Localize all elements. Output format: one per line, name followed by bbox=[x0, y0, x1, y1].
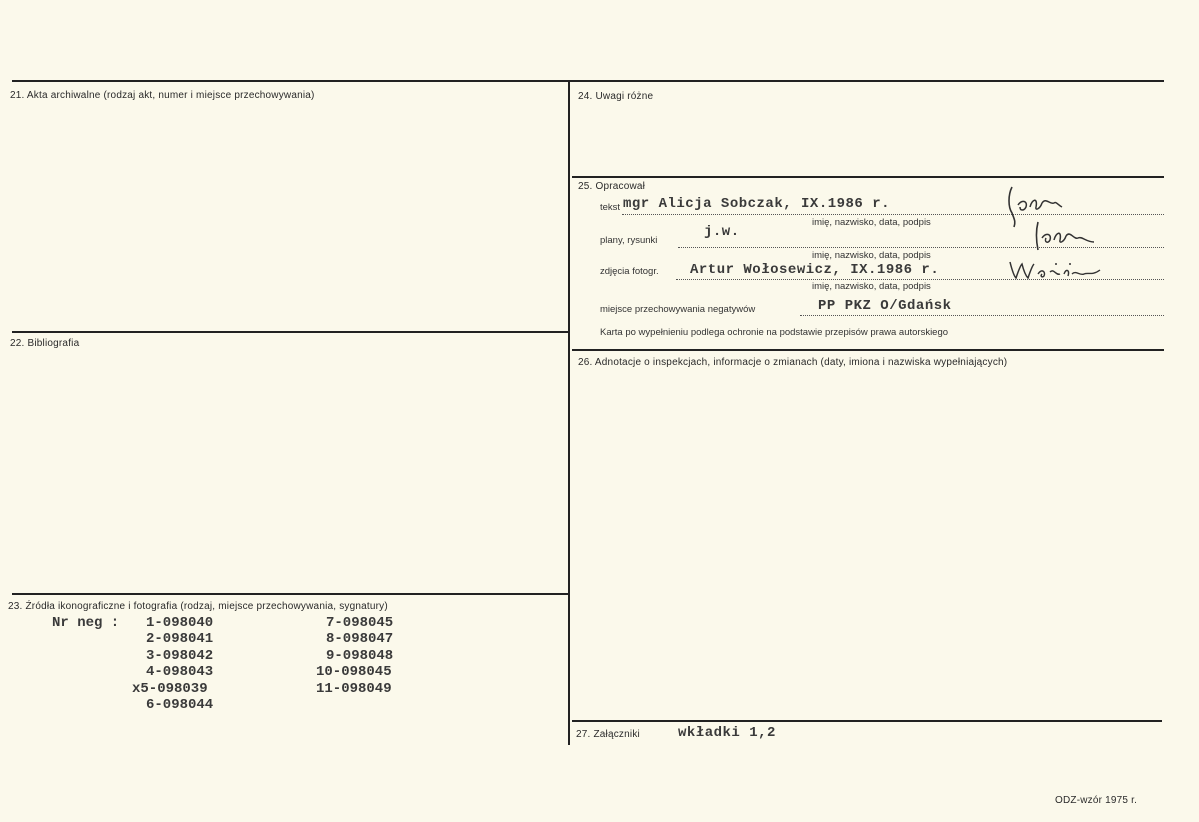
plany-label: plany, rysunki bbox=[600, 235, 658, 246]
tekst-value: mgr Alicja Sobczak, IX.1986 r. bbox=[623, 196, 891, 212]
zdjecia-label: zdjęcia fotogr. bbox=[600, 266, 659, 277]
section-25-heading: 25. Opracował bbox=[578, 181, 646, 192]
negatywy-value: PP PKZ O/Gdańsk bbox=[818, 298, 952, 314]
rule-22-23 bbox=[12, 593, 568, 595]
rule-26-27 bbox=[572, 720, 1162, 722]
tekst-caption: imię, nazwisko, data, podpis bbox=[812, 217, 931, 228]
signature-wolosewicz bbox=[1006, 256, 1106, 284]
neg-item: 11-098049 bbox=[316, 681, 392, 697]
plany-caption: imię, nazwisko, data, podpis bbox=[812, 250, 931, 261]
signature-sobczak-2 bbox=[1030, 220, 1100, 256]
form-id: ODZ-wzór 1975 r. bbox=[1055, 795, 1138, 806]
neg-item: 10-098045 bbox=[316, 664, 392, 680]
plany-value: j.w. bbox=[704, 224, 740, 240]
neg-item: x5-098039 bbox=[132, 681, 208, 697]
section-26-heading: 26. Adnotacje o inspekcjach, informacje o zmianach (daty, imiona i nazwiska wypełniających) bbox=[578, 357, 1008, 368]
neg-item: 9-098048 bbox=[326, 648, 394, 664]
zdjecia-caption: imię, nazwisko, data, podpis bbox=[812, 281, 931, 292]
neg-item: 6-098044 bbox=[146, 697, 214, 713]
zdjecia-value: Artur Wołosewicz, IX.1986 r. bbox=[690, 262, 940, 278]
negatywy-label: miejsce przechowywania negatywów bbox=[600, 304, 756, 315]
tekst-dotted-line bbox=[622, 214, 1164, 215]
section-22-heading: 22. Bibliografia bbox=[10, 338, 80, 349]
neg-item: 7-098045 bbox=[326, 615, 394, 631]
neg-item: 8-098047 bbox=[326, 631, 394, 647]
neg-prefix: Nr neg : bbox=[52, 615, 120, 631]
neg-item: 2-098041 bbox=[146, 631, 214, 647]
neg-item: 3-098042 bbox=[146, 648, 214, 664]
neg-item: 4-098043 bbox=[146, 664, 214, 680]
center-divider bbox=[568, 80, 570, 745]
section-23-heading: 23. Źródła ikonograficzne i fotografia (rodzaj, miejsce przechowywania, sygnatury) bbox=[8, 601, 388, 612]
zalaczniki-value: wkładki 1,2 bbox=[678, 725, 776, 741]
rule-21-22 bbox=[12, 331, 568, 333]
section-27-heading: 27. Załączniki bbox=[576, 729, 640, 740]
neg-item: 1-098040 bbox=[146, 615, 214, 631]
top-rule bbox=[12, 80, 1164, 82]
rule-24-25 bbox=[572, 176, 1164, 178]
section-24-heading: 24. Uwagi różne bbox=[578, 91, 654, 102]
section-21-heading: 21. Akta archiwalne (rodzaj akt, numer i miejsce przechowywania) bbox=[10, 90, 315, 101]
rule-25-26 bbox=[572, 349, 1164, 351]
negatywy-dotted-line bbox=[800, 315, 1164, 316]
copyright-note: Karta po wypełnieniu podlega ochronie na podstawie przepisów prawa autorskiego bbox=[600, 327, 949, 338]
tekst-label: tekst bbox=[600, 202, 621, 213]
